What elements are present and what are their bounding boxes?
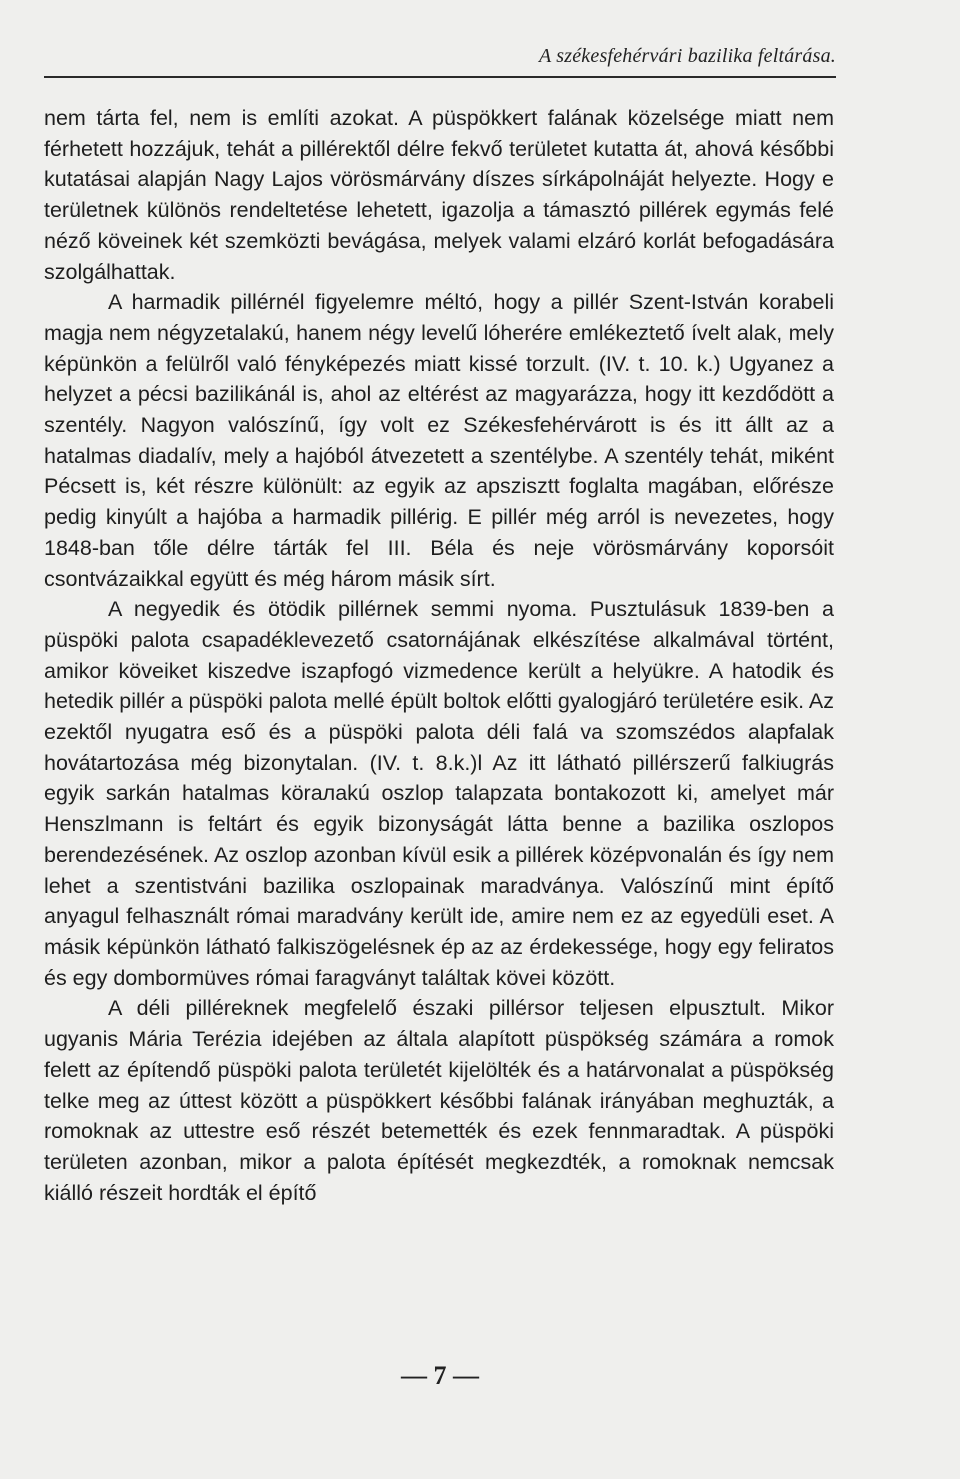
running-title: A székesfehérvári bazilika feltárása. — [539, 45, 836, 67]
paragraph: nem tárta fel, nem is említi azokat. A püspökkert falának közelsége miatt nem férhetett hozzájuk, tehát a pillérektől délre fekvő területet kutatta át, ahová későbbi kutatásai alapján Nagy Lajos vörösmárvány díszes sírkápolnáját helyezte. Hogy e területnek különös rendeltetése lehetett, igazolja a támasztó pillérek egymás felé néző köveinek két szemközti bevágása, melyek valami elzáró korlát befogadására szolgálhattak. — [44, 106, 834, 284]
paragraph: A harmadik pillérnél figyelemre méltó, hogy a pillér Szent-István korabeli magja nem négyzetalakú, hanem négy levelű lóherére emlékeztető ívelt alak, mely képünkön a felülről való fényképezés miatt kissé torzult. (IV. t. 10. k.) Ugyanez a helyzet a pécsi bazilikánál is, ahol az eltérést az magyarázza, hogy itt kezdődött a szentély. Nagyon valószínű, így volt ez Székesfehérvárott is és itt állt az a hatalmas diadalív, mely a hajóból átvezetett a szentélybe. A szentély tehát, miként Pécsett is, két részre különült: az egyik az apszisztt foglalta magában, előrésze pedig kinyúlt a hajóba a harmadik pillérig. E pillér még arról is nevezetes, hogy 1848-ban tőle délre tárták fel III. Béla és neje vörösmárvány koporsóit csontvázaikkal együtt és még három másik sírt. — [44, 290, 834, 591]
paragraph: A déli pilléreknek megfelelő északi pillérsor teljesen elpusztult. Mikor ugyanis Mária Terézia idejében az általa alapított püspökség számára a romok felett az építendő püspöki palota területét kijelölték és a határvonalat a püspökség telke meg az úttest között a püspökkert későbbi falának irányában meghuzták, a romoknak az uttestre eső részét betemették és ezek fennmaradtak. A püspöki területen azonban, mikor a palota építését megkezdték, a romoknak nemcsak kiálló részeit hordták el építő — [44, 996, 834, 1205]
page-number: — 7 — — [401, 1361, 479, 1390]
paragraph: A negyedik és ötödik pillérnek semmi nyoma. Pusztulásuk 1839-ben a püspöki palota csapadéklevezető csatornájának elkészítése alkalmával történt, amikor köveiket kiszedve iszapfogó vizmedence került a helyükre. A hatodik és hetedik pillér a püspöki palota mellé épült boltok előtti gyalogjáró területére esik. Az ezektől nyugatra eső és a püspöki palota déli falá va szomszédos alapfalak hovátartozása még bizonytalan. (IV. t. 8.k.)l Az itt látható pillérszerű falkiugrás egyik sarkán hatalmas körалakú oszlop talapzata bontakozott ki, amelyet már Henszlmann is feltárt és egyik bizonyságát látta benne a bazilika oszlopos berendezésének. Az oszlop azonban kívül esik a pillérek középvonalán és így nem lehet a szentistváni bazilika oszlopainak maradványa. Valószínű mint építő anyagul felhasznált római maradvány került ide, amire nem ez az egyedüli eset. A másik képünkön látható falkiszögelésnek ép az az érdekessége, hogy egy feliratos és egy dombormüves római faragványt találtak kövei között. — [44, 597, 834, 990]
body-text — [44, 103, 834, 1208]
header-rule — [44, 76, 836, 78]
